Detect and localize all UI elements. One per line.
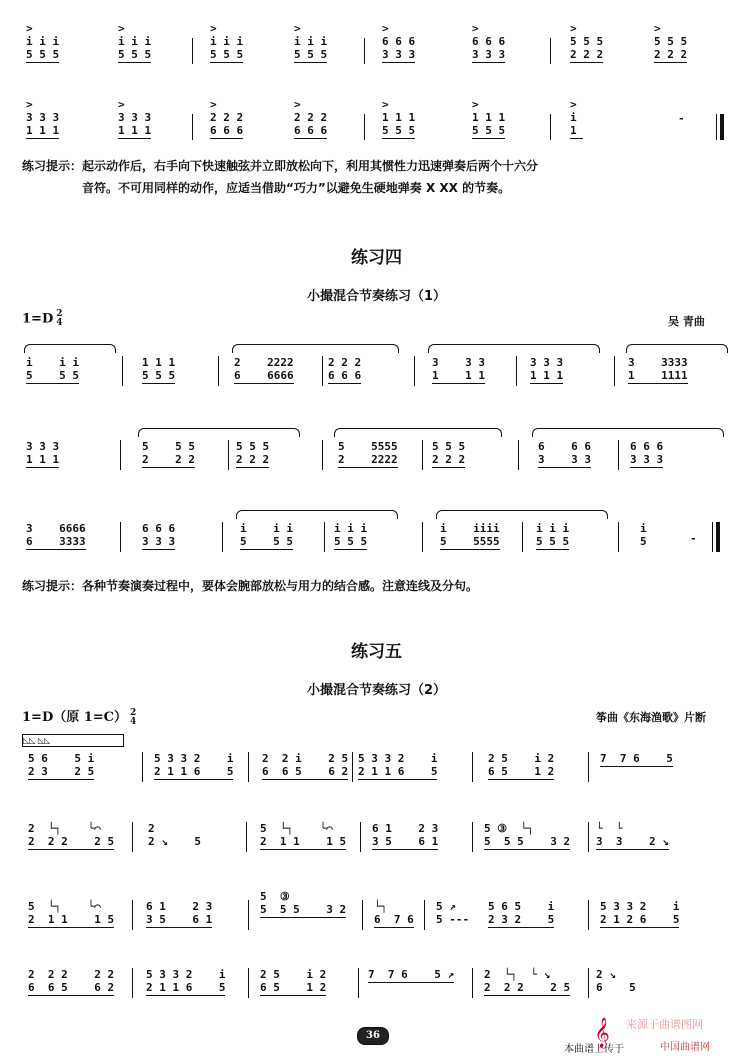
measure: i i i 5 5 5: [536, 522, 570, 548]
measure: 5 5 5 2 2 2: [142, 440, 195, 466]
measure: 2 5 i 2 6 5 1 2: [488, 752, 555, 778]
barline: [518, 440, 519, 470]
measure: > 3 3 3 1 1 1: [26, 98, 60, 137]
slur: [532, 428, 724, 437]
ex5-line-4: [22, 960, 727, 1010]
top-line-1: [22, 22, 727, 67]
barline: [352, 752, 353, 782]
slur: [428, 344, 600, 353]
measure: 7 7 6 5 ↗: [368, 968, 455, 981]
measure: 1 1 1 5 5 5: [142, 356, 176, 382]
measure: 2 └┐ └⌒ 2 2 2 2 5: [28, 822, 115, 848]
barline: [472, 968, 473, 998]
measure: 6 6 6 3 3 3: [142, 522, 176, 548]
barline: [192, 38, 193, 64]
barline: [248, 752, 249, 782]
barline: [422, 522, 423, 552]
measure: > 6 6 6 3 3 3: [382, 22, 416, 61]
measure: i i i 5 5 5: [334, 522, 368, 548]
measure: 5 6 5 i 2 3 2 5: [28, 752, 95, 778]
measure: 2 ↘ 6 5: [596, 968, 636, 994]
barline: [588, 900, 589, 930]
ex4-line-1: [22, 344, 727, 392]
measure: > 5 5 5 2 2 2: [570, 22, 604, 61]
ex4-line-3: [22, 510, 727, 558]
barline: [516, 356, 517, 386]
barline: [132, 968, 133, 998]
barline: [246, 822, 247, 852]
measure: 5 ↗ 5 ---: [436, 900, 470, 926]
ex5-line-3: [22, 886, 727, 942]
barline: [360, 822, 361, 852]
measure: 5 3 3 2 i 2 1 1 6 5: [146, 968, 226, 994]
barline: [588, 968, 589, 998]
practice-tip-1: [22, 155, 722, 199]
measure: └ └ 3 3 2 ↘: [596, 822, 669, 848]
measure: 6 6 6 3 3 3: [630, 440, 664, 466]
slur: [436, 510, 608, 519]
barline: [228, 440, 229, 470]
measure: 5 ③ 5 5 5 3 2: [260, 890, 347, 916]
barline: [132, 822, 133, 852]
barline: [120, 522, 121, 552]
exercise-5-subtitle: 小撮混合节奏练习（2）: [306, 683, 447, 698]
time-signature: 2 4: [56, 309, 63, 328]
key-signature: 1=D（原 1=C） 2 4: [22, 707, 137, 727]
barline: [248, 900, 249, 930]
time-signature: 2 4: [130, 707, 137, 727]
barline: [614, 356, 615, 386]
measure: 2 2222 6 6666: [234, 356, 294, 382]
barline: [550, 38, 551, 64]
measure: 5 └┐ └⌒ 2 1 1 1 5: [260, 822, 347, 848]
measure: 3 3333 1 1111: [628, 356, 688, 382]
page-number: 36: [357, 1027, 389, 1045]
measure: > i i i 5 5 5: [294, 22, 328, 61]
measure: 5 3 3 2 i 2 1 1 6 5: [154, 752, 234, 778]
measure: └┐ 6 7 6: [374, 900, 414, 926]
measure: 3 3 3 1 1 1: [26, 440, 60, 466]
measure: > 5 5 5 2 2 2: [654, 22, 688, 61]
slur: [626, 344, 728, 353]
composer: 吴 青曲: [668, 315, 705, 328]
barline: [358, 968, 359, 998]
barline: [550, 114, 551, 140]
measure: 7 7 6 5: [600, 752, 673, 765]
top-line-2: [22, 98, 727, 143]
measure: 3 3 3 1 1 1: [432, 356, 485, 382]
barline: [322, 356, 323, 386]
measure: > i 1: [570, 98, 583, 139]
measure: 2 5 i 2 6 5 1 2: [260, 968, 327, 994]
slur: [232, 344, 399, 353]
measure: i i i 5 5 5: [240, 522, 293, 548]
measure: i 5: [640, 522, 647, 548]
barline: [364, 114, 365, 140]
measure: 5 6 5 i 2 3 2 5: [488, 900, 555, 926]
practice-tip-2: 练习提示：各种节奏演奏过程中，要体会腕部放松与用力的结合感。注意连线及分句。: [22, 579, 479, 593]
source-credit: 筝曲《东海渔歌》片断: [596, 711, 706, 724]
measure: 5 5555 2 2222: [338, 440, 398, 466]
barline: [472, 752, 473, 782]
measure: 6 6 6 3 3 3: [538, 440, 591, 466]
measure: 5 └┐ └⌒ 2 1 1 1 5: [28, 900, 115, 926]
tip-line: 音符。不可用同样的动作，应适当借助“巧力”以避免生硬地弹奏 X XX 的节奏。: [82, 181, 511, 195]
measure: 5 3 3 2 i 2 1 1 6 5: [358, 752, 438, 778]
exercise-4-subtitle: 小撮混合节奏练习（1）: [306, 289, 447, 304]
barline: [472, 822, 473, 852]
barline: [324, 522, 325, 552]
measure: 5 3 3 2 i 2 1 2 6 5: [600, 900, 680, 926]
barline: [588, 822, 589, 852]
exercise-5-heading: 练习五: [351, 642, 402, 662]
final-barline-thin: [716, 114, 717, 140]
barline: [362, 900, 363, 930]
measure: 3 6666 6 3333: [26, 522, 86, 548]
slur: [334, 428, 502, 437]
measure: > 2 2 2 6 6 6: [210, 98, 244, 137]
tip-line: 练习提示：起示动作后，右手向下快速触弦并立即放松向下，利用其惯性力迅速弹奏后两个十六分: [22, 159, 539, 173]
footer-site-name: 中国曲谱网: [660, 1042, 710, 1053]
measure: i i i 5 5 5: [26, 356, 79, 382]
measure: 3 3 3 1 1 1: [530, 356, 564, 382]
measure: > i i i 5 5 5: [118, 22, 152, 61]
barline: [218, 356, 219, 386]
barline: [122, 356, 123, 386]
measure: 6 1 2 3 3 5 6 1: [372, 822, 439, 848]
slur: [138, 428, 300, 437]
barline: [142, 752, 143, 782]
barline: [192, 114, 193, 140]
measure: 5 ③ └┐ 5 5 5 3 2: [484, 822, 571, 848]
measure: > 1 1 1 5 5 5: [472, 98, 506, 137]
measure: -: [678, 112, 685, 125]
measure: 2 2 ↘ 5: [148, 822, 201, 848]
footer-upload-note: 本曲谱上传于: [564, 1044, 624, 1055]
measure: 6 1 2 3 3 5 6 1: [146, 900, 213, 926]
measure: > 6 6 6 3 3 3: [472, 22, 506, 61]
measure: > 3 3 3 1 1 1: [118, 98, 152, 137]
watermark: 来源于曲谱图网: [626, 1018, 703, 1031]
measure: 2 2 i 2 5 6 6 5 6 2: [262, 752, 349, 778]
measure: > i i i 5 5 5: [26, 22, 60, 61]
ex5-line-2: [22, 812, 727, 862]
barline: [364, 38, 365, 64]
measure: 2 └┐ └ ↘ 2 2 2 2 5: [484, 968, 571, 994]
exercise-4-heading: 练习四: [351, 248, 402, 268]
barline: [522, 522, 523, 552]
measure: 5 5 5 2 2 2: [236, 440, 270, 466]
final-barline-thick: [720, 114, 724, 140]
measure: > 1 1 1 5 5 5: [382, 98, 416, 137]
measure: i iiii 5 5555: [440, 522, 500, 548]
barline: [618, 440, 619, 470]
barline: [618, 522, 619, 552]
slur: [24, 344, 116, 353]
treble-clef-logo-icon: 𝄞: [594, 1018, 610, 1048]
measure: > i i i 5 5 5: [210, 22, 244, 61]
barline: [322, 440, 323, 470]
triangle-marks-box: ◺◺ ◺◺: [22, 734, 124, 747]
measure: 2 2 2 2 2 6 6 5 6 2: [28, 968, 115, 994]
measure: 5 5 5 2 2 2: [432, 440, 466, 466]
measure: -: [690, 532, 697, 545]
barline: [424, 900, 425, 930]
barline: [132, 900, 133, 930]
measure: 2 2 2 6 6 6: [328, 356, 362, 382]
ex4-line-2: [22, 428, 727, 476]
barline: [120, 440, 121, 470]
slur: [236, 510, 398, 519]
barline: [588, 752, 589, 782]
final-barline-thick: [716, 522, 720, 552]
measure: > 2 2 2 6 6 6: [294, 98, 328, 137]
barline: [248, 968, 249, 998]
barline: [222, 522, 223, 552]
barline: [414, 356, 415, 386]
final-barline-thin: [712, 522, 713, 552]
key-signature: 1=D 2 4: [22, 309, 63, 328]
barline: [422, 440, 423, 470]
ex5-line-1: [22, 734, 727, 790]
